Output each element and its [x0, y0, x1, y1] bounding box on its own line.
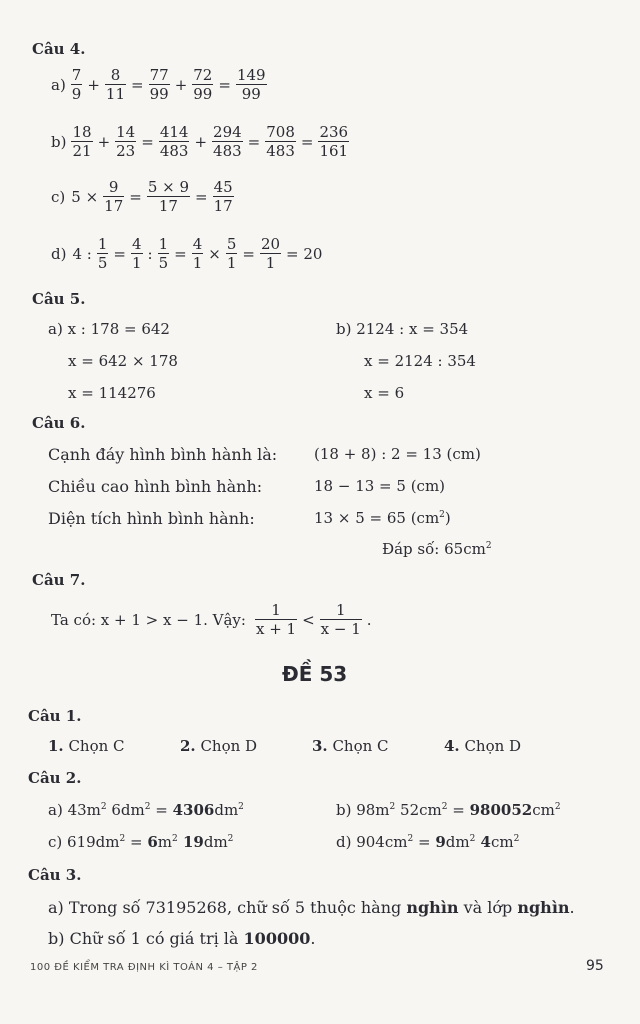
fraction: $\frac{294}{483}$: [213, 123, 242, 160]
operator: =: [174, 244, 187, 263]
cau2-d: d) $904cm^2 = 9dm^2$ $4cm^2$: [336, 833, 520, 851]
operator: <: [302, 610, 315, 629]
operator: =: [131, 75, 144, 94]
cau5-a-line3: x = 114276: [68, 384, 156, 402]
fraction: $\frac{1}{x + 1}$: [255, 601, 297, 638]
cau4-a: [48, 66, 269, 103]
cau5-b-line2: x = 2124 : 354: [364, 352, 476, 370]
operator: =: [218, 75, 231, 94]
fraction: $\frac{72}{99}$: [193, 66, 213, 103]
cau4-heading: Câu 4.: [32, 40, 86, 58]
de53-cau1-heading: Câu 1.: [28, 707, 82, 725]
cau5-b-line3: x = 6: [364, 384, 405, 402]
cau6-label-2: Chiều cao hình bình hành:: [48, 477, 263, 496]
choice-item: 4. Chọn D: [444, 737, 522, 755]
de53-cau3-heading: Câu 3.: [28, 866, 82, 884]
operator: =: [141, 132, 154, 151]
fraction: $\frac{45}{17}$: [213, 178, 233, 215]
choice-item: 2. Chọn D: [180, 737, 258, 755]
cau5-a-line1: a) x : 178 = 642: [48, 320, 170, 338]
cau7-line: [48, 601, 375, 638]
fraction: $\frac{236}{161}$: [319, 123, 349, 160]
label: b): [51, 132, 67, 151]
cau2-a: a) $43m^2$ $6dm^2 = 4306dm^2$: [48, 801, 244, 819]
cau6-heading: Câu 6.: [32, 414, 86, 432]
cau5-heading: Câu 5.: [32, 290, 86, 308]
operand: 4 :: [72, 244, 92, 263]
section-title: ĐỀ 53: [282, 662, 348, 686]
fraction: $\frac{5}{1}$: [226, 235, 237, 272]
choice-item: 1. Chọn C: [48, 737, 125, 755]
operator: +: [194, 132, 208, 151]
operator: =: [195, 187, 208, 206]
cau6-label-3: Diện tích hình bình hành:: [48, 509, 255, 528]
cau6-value-3: 13 × 5 = 65 $(cm^2)$: [314, 509, 451, 527]
operator: =: [300, 132, 314, 151]
cau3-b: b) Chữ số 1 có giá trị là 100000.: [48, 929, 316, 948]
operator: =: [113, 244, 126, 263]
operator: =: [242, 244, 255, 263]
label: d): [51, 244, 67, 263]
fraction: $\frac{8}{11}$: [105, 66, 126, 103]
page-number: 95: [586, 958, 604, 974]
fraction: $\frac{149}{99}$: [236, 66, 266, 103]
fraction: $\frac{77}{99}$: [149, 66, 169, 103]
operator: +: [87, 75, 100, 94]
operand: 5 ×: [71, 187, 99, 206]
statement: Ta có: x + 1 > x − 1. Vậy:: [51, 610, 246, 629]
cau6-value-2: 18 − 13 = 5 (cm): [314, 477, 446, 495]
cau6-label-1: Cạnh đáy hình bình hành là:: [48, 445, 278, 464]
label: c): [51, 187, 66, 206]
fraction: $\frac{4}{1}$: [192, 235, 203, 272]
fraction: $\frac{1}{5}$: [158, 235, 169, 272]
label: a): [51, 75, 66, 94]
cau3-a: a) Trong số 73195268, chữ số 5 thuộc hàng nghìn và lớp nghìn.: [48, 898, 575, 917]
operator: =: [129, 187, 142, 206]
fraction: $\frac{708}{483}$: [266, 123, 295, 160]
cau2-b: b) $98m^2$ $52cm^2 = 980052cm^2$: [336, 801, 561, 819]
result: = 20: [286, 244, 323, 263]
operator: :: [147, 244, 153, 263]
fraction: $\frac{20}{1}$: [260, 235, 281, 272]
operator: +: [174, 75, 188, 94]
cau4-c: [48, 178, 236, 215]
fraction: $\frac{7}{9}$: [71, 66, 82, 103]
fraction: $\frac{5 \times 9}{17}$: [147, 178, 190, 215]
cau5-a-line2: x = 642 × 178: [68, 352, 178, 370]
choice-item: 3. Chọn C: [312, 737, 389, 755]
fraction: $\frac{4}{1}$: [131, 235, 142, 272]
cau4-d: [48, 235, 325, 272]
operator: +: [97, 132, 111, 151]
footer-book-title: 100 ĐỀ KIỂM TRA ĐỊNH KÌ TOÁN 4 – TẬP 2: [30, 962, 258, 973]
cau6-answer: Đáp số: $65cm^2$: [382, 540, 492, 558]
fraction: $\frac{1}{5}$: [97, 235, 108, 272]
fraction: $\frac{1}{x - 1}$: [320, 601, 361, 638]
operator: =: [247, 132, 261, 151]
de53-cau2-heading: Câu 2.: [28, 769, 82, 787]
fraction: $\frac{14}{23}$: [116, 123, 136, 160]
cau6-value-1: (18 + 8) : 2 = 13 (cm): [314, 445, 481, 463]
cau7-heading: Câu 7.: [32, 571, 86, 589]
cau4-b: [48, 123, 351, 160]
cau2-c: c) $619dm^2 = 6m^2$ $19dm^2$: [48, 833, 234, 851]
fraction: $\frac{414}{483}$: [159, 123, 189, 160]
fraction: $\frac{9}{17}$: [104, 178, 124, 215]
fraction: $\frac{18}{21}$: [72, 123, 92, 160]
cau5-b-line1: b) 2124 : x = 354: [336, 320, 469, 338]
operator: ×: [208, 244, 221, 263]
punctuation: .: [366, 610, 372, 629]
